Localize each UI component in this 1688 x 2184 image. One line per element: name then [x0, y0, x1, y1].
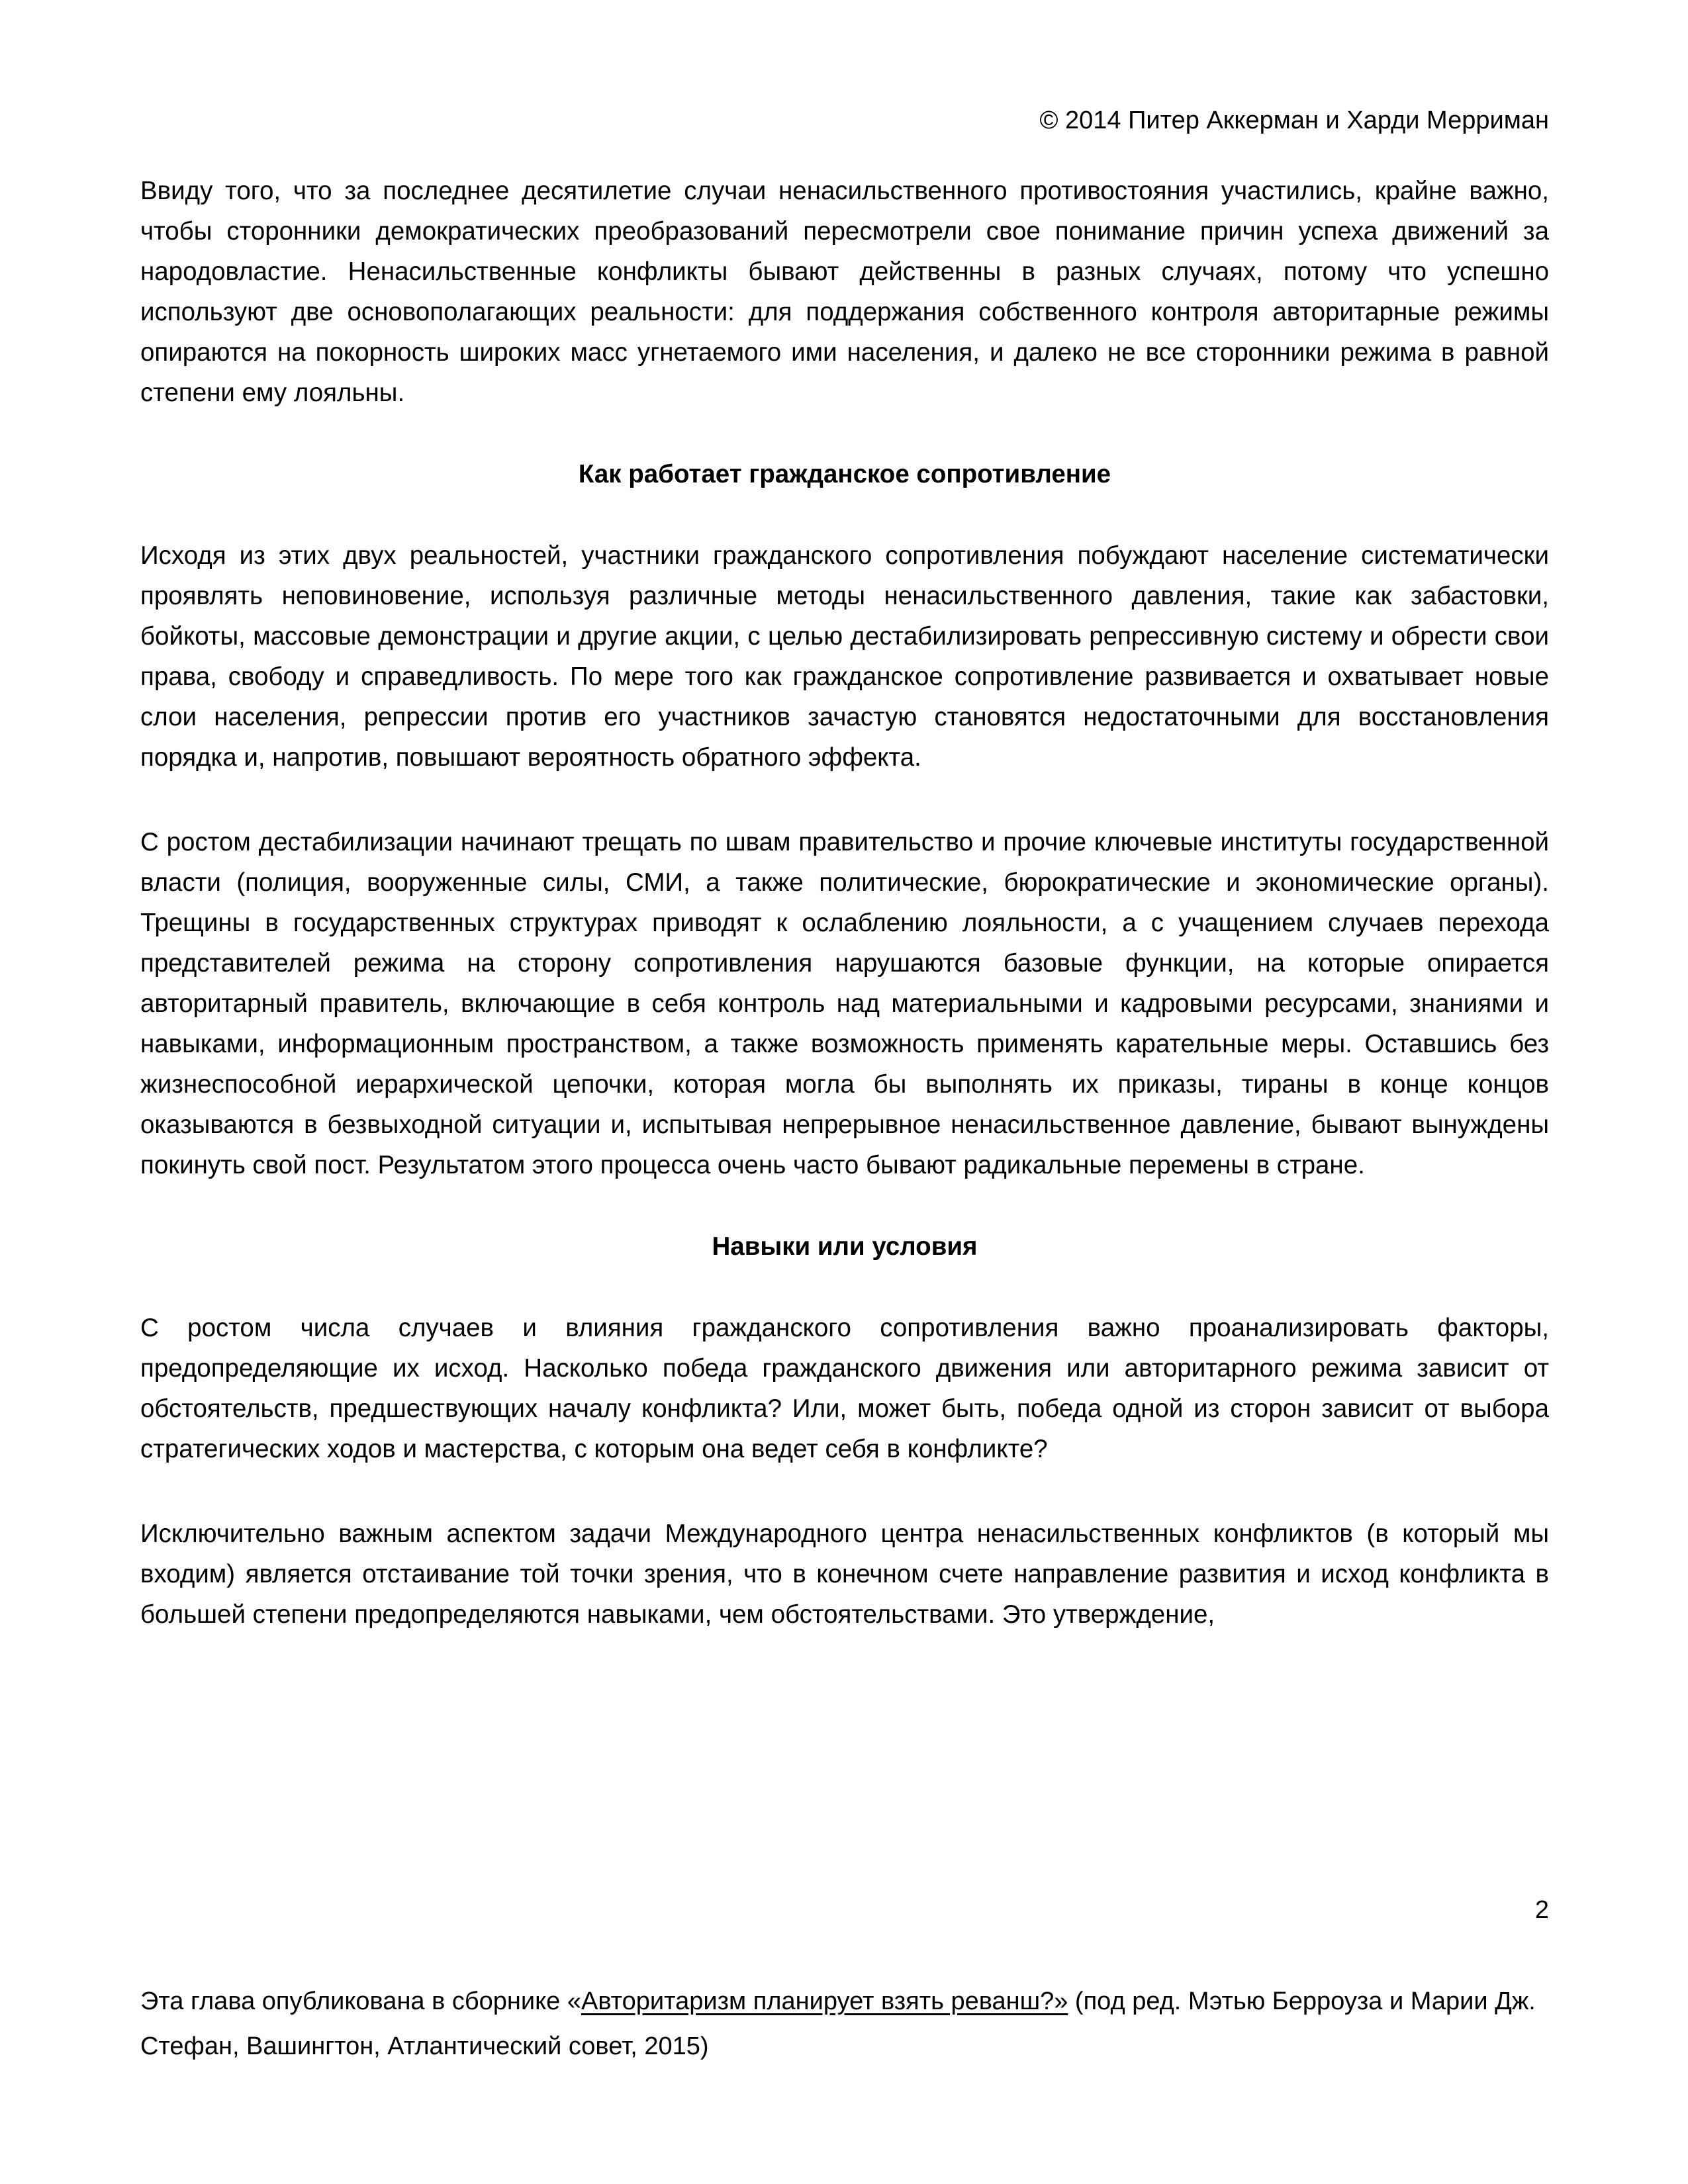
footer-suffix: (под ред. Мэтью Берроуза и Марии Дж. Стефан, Вашингтон, Атлантический совет, 2015): [140, 1987, 1536, 2060]
paragraph-2: Исходя из этих двух реальностей, участники гражданского сопротивления побуждают население систематически проявлять неповиновение, используя различные методы ненасильственного давления, такие как забастовки, бойкоты, массовые демонстрации и другие акции, с целью дестабилизировать репрессивную систему и обрести свои права, свободу и справедливость. По мере того как гражданское сопротивление развивается и охватывает новые слои населения, репрессии против его участников зачастую становятся недостаточными для восстановления порядка и, напротив, повышают вероятность обратного эффекта.: [140, 541, 1549, 772]
footer-note: [140, 1979, 1557, 2069]
footer-book-link[interactable]: Авторитаризм планирует взять реванш?»: [581, 1987, 1068, 2015]
document-body: [140, 171, 1549, 1635]
paragraph-3: С ростом дестабилизации начинают трещать по швам правительство и прочие ключевые институты государственной власти (полиция, вооруженные силы, СМИ, а также политические, бюрократические и экономические органы). Трещины в государственных структурах приводят к ослаблению лояльности, а с учащением случаев перехода представителей режима на сторону сопротивления нарушаются базовые функции, на которые опирается авторитарный правитель, включающие в себя контроль над материальными и кадровыми ресурсами, знаниями и навыками, информационным пространством, а также возможность применять карательные меры. Оставшись без жизнеспособной иерархической цепочки, которая могла бы выполнять их приказы, тираны в конце концов оказываются в безвыходной ситуации и, испытывая непрерывное ненасильственное давление, бывают вынуждены покинуть свой пост. Результатом этого процесса очень часто бывают радикальные перемены в стране.: [140, 828, 1549, 1179]
paragraph-1: Ввиду того, что за последнее десятилетие случаи ненасильственного противостояния участились, крайне важно, чтобы сторонники демократических преобразований пересмотрели свое понимание причин успеха движений за народовластие. Ненасильственные конфликты бывают действенны в разных случаях, потому что успешно используют две основополагающих реальности: для поддержания собственного контроля авторитарные режимы опираются на покорность широких масс угнетаемого ими населения, и далеко не все сторонники режима в равной степени ему лояльны.: [140, 177, 1549, 407]
section-heading-civil-resistance: Как работает гражданское сопротивление: [578, 460, 1111, 488]
page-number: 2: [1534, 1896, 1549, 1924]
paragraph-4: С ростом числа случаев и влияния гражданского сопротивления важно проанализировать факторы, предопределяющие их исход. Насколько победа гражданского движения или авторитарного режима зависит от обстоятельств, предшествующих началу конфликта? Или, может быть, победа одной из сторон зависит от выбора стратегических ходов и мастерства, с которым она ведет себя в конфликте?: [140, 1314, 1549, 1463]
paragraph-5: Исключительно важным аспектом задачи Международного центра ненасильственных конфликтов (в который мы входим) является отстаивание той точки зрения, что в конечном счете направление развития и исход конфликта в большей степени предопределяются навыками, чем обстоятельствами. Это утверждение,: [140, 1520, 1549, 1629]
footer-prefix: Эта глава опубликована в сборнике «: [140, 1987, 581, 2015]
copyright-header: © 2014 Питер Аккерман и Харди Мерриман: [1039, 107, 1549, 134]
section-heading-skills-or-conditions: Навыки или условия: [712, 1232, 978, 1261]
